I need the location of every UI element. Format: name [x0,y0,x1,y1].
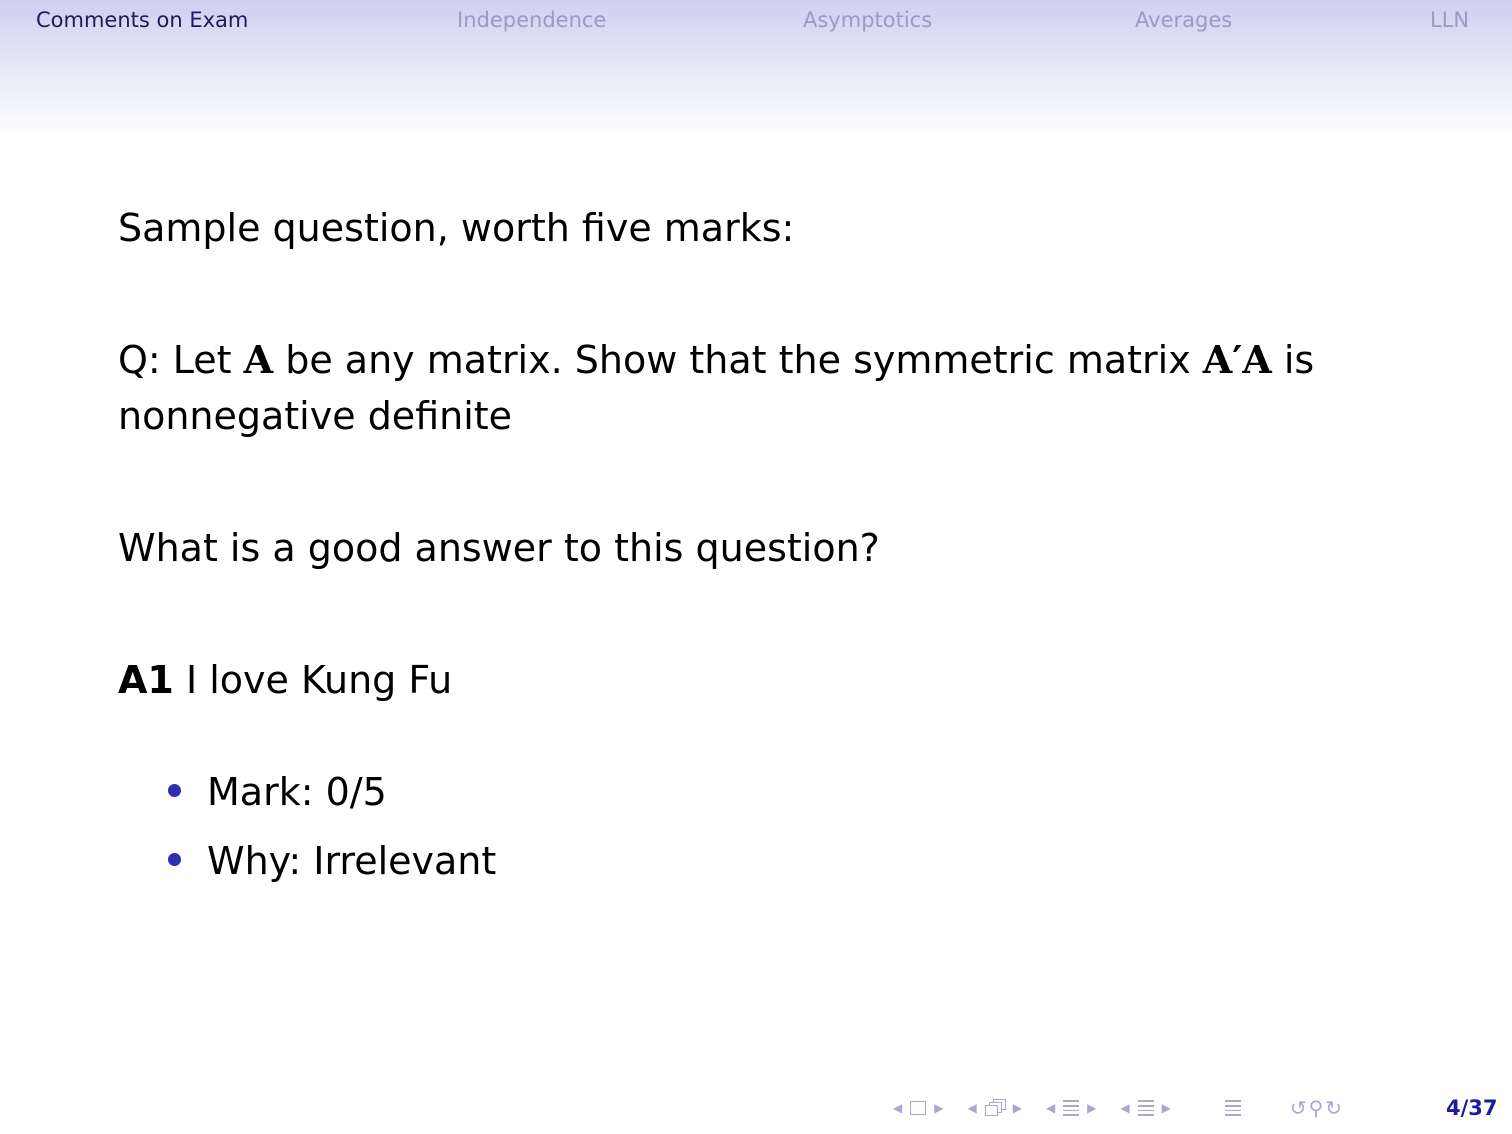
answer-text: I love Kung Fu [173,658,453,702]
previous-subsection-icon[interactable]: ◀ [1045,1101,1056,1115]
subsection-nav-group[interactable] [1041,1094,1101,1122]
navigation-symbols [888,1094,1344,1122]
section-link-lln[interactable]: LLN [1430,8,1470,32]
next-slide-icon[interactable]: ▶ [934,1101,944,1115]
subsection-icon[interactable] [1063,1100,1079,1115]
previous-slide-icon[interactable]: ◀ [893,1101,903,1115]
frame-icon[interactable] [985,1099,1005,1117]
intro-text: Sample question, worth five marks: [118,206,795,250]
frame-nav-group[interactable] [962,1094,1026,1122]
section-icon[interactable] [1138,1100,1154,1115]
next-subsection-icon[interactable]: ▶ [1087,1101,1097,1115]
document-nav-group[interactable] [1222,1100,1244,1115]
question-mid: be any matrix. Show that the symmetric matrix [273,338,1203,382]
bullet-icon [168,853,181,866]
section-link-averages[interactable]: Averages [1135,8,1233,32]
next-frame-icon[interactable]: ▶ [1012,1101,1022,1115]
list-item [168,764,387,820]
answer-label: A1 [118,658,174,702]
prompt-text: What is a good answer to this question? [118,526,880,570]
page-number: 4/37 [1446,1096,1498,1120]
slide-nav-group[interactable] [888,1094,948,1122]
answer-line [118,652,452,708]
matrix-product-symbol: A′A [1202,337,1272,382]
question-prefix: Q: Let [118,338,244,382]
question-suffix: is [1271,338,1315,382]
section-navigation-bar [0,0,1512,140]
list-item [168,833,496,889]
question-line-1 [118,332,1314,388]
next-section-icon[interactable]: ▶ [1161,1101,1171,1115]
matrix-a-symbol: A [243,337,274,382]
search-icon[interactable]: ⚲ [1308,1096,1326,1120]
back-icon[interactable]: ↺ [1289,1096,1309,1120]
search-nav-group[interactable] [1290,1094,1344,1122]
section-link-independence[interactable]: Independence [457,8,607,32]
bullet-text: Why: Irrelevant [207,839,497,883]
previous-frame-icon[interactable]: ◀ [967,1101,977,1115]
document-icon[interactable] [1225,1100,1241,1115]
section-link-comments-on-exam[interactable]: Comments on Exam [36,8,249,32]
section-nav-group[interactable] [1115,1094,1175,1122]
bullet-text: Mark: 0/5 [207,770,387,814]
bullet-icon [168,784,181,797]
previous-section-icon[interactable]: ◀ [1120,1101,1130,1115]
slide-icon[interactable] [910,1101,926,1115]
question-line-2: nonnegative definite [118,394,513,438]
section-link-asymptotics[interactable]: Asymptotics [803,8,933,32]
forward-icon[interactable]: ↻ [1325,1096,1345,1120]
